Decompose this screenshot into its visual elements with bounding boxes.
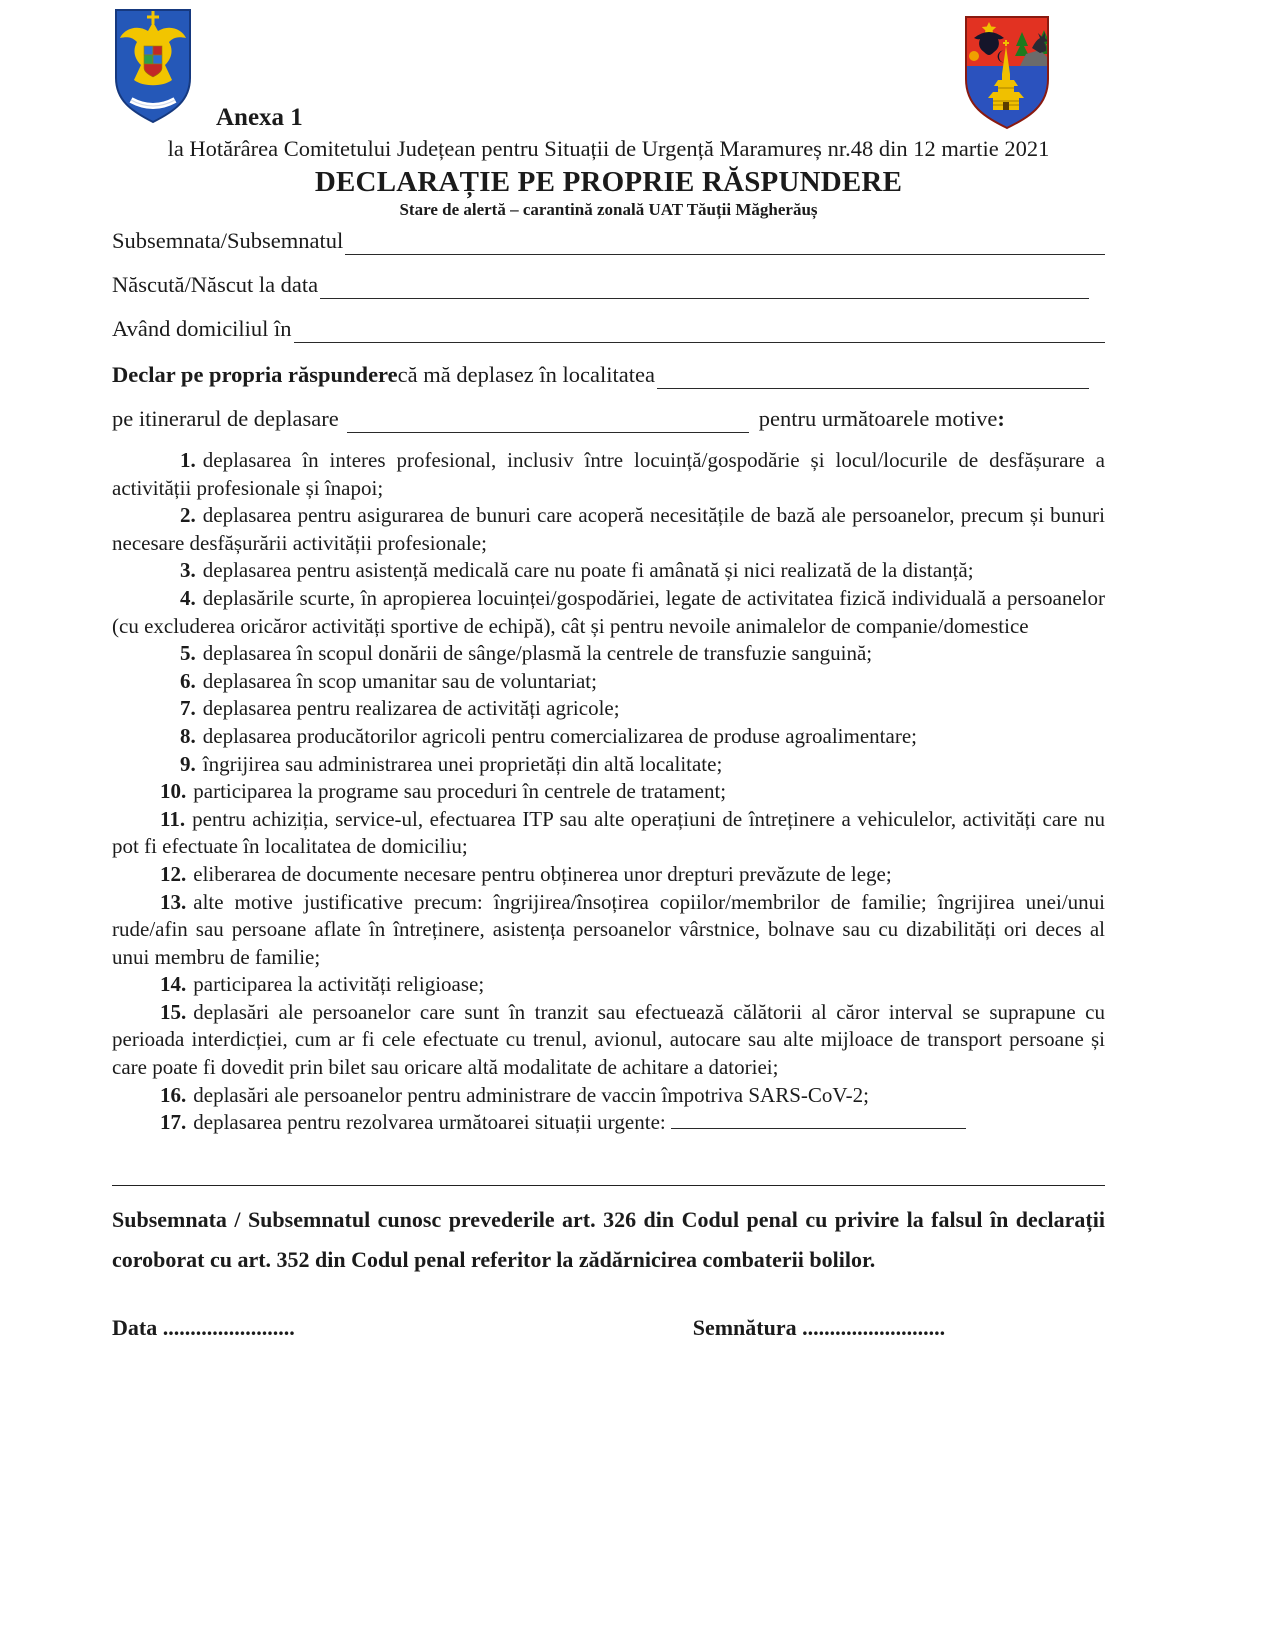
motive-text: deplasarea în scop umanitar sau de voluntariat; <box>202 668 597 693</box>
separator-line <box>112 1184 1105 1186</box>
motive-text: deplasarea în interes profesional, inclusiv între locuință/gospodărie și locul/locurile de desfășurare a activității profesionale și înapoi; <box>112 448 1105 500</box>
itinerary-blank-line <box>347 405 749 433</box>
motive-number: 5. <box>180 641 196 666</box>
document-title: DECLARAȚIE PE PROPRIE RĂSPUNDERE <box>314 166 903 198</box>
motive-number: 6. <box>180 668 196 693</box>
motive-text: deplasarea pentru asigurarea de bunuri care acoperă necesitățile de bază ale persoanelor, precum și bunuri necesare desfășurării activității profesionale; <box>112 503 1105 555</box>
romania-coat-of-arms-icon <box>113 8 193 126</box>
address-label: Având domiciliul în <box>112 316 292 341</box>
motive-number: 8. <box>180 723 196 748</box>
signature-label: Semnătura .......................... <box>692 1314 946 1340</box>
motive-number: 3. <box>180 558 196 583</box>
motive-number: 10. <box>160 779 187 804</box>
motive-text: deplasarea pentru rezolvarea următoarei situații urgente: <box>193 1110 671 1135</box>
motive-number: 14. <box>160 972 187 997</box>
motive-item-7 <box>112 695 1105 723</box>
annex-label: Anexa 1 <box>216 104 303 131</box>
legal-notice: Subsemnata / Subsemnatul cunosc prevederile art. 326 din Codul penal cu privire la falsul în declarații coroborat cu art. 352 din Codul penal referitor la zădărnicirea combaterii bolilor. <box>112 1206 1105 1272</box>
motive-text: deplasarea pentru realizarea de activități agricole; <box>202 696 620 721</box>
motive-item-14 <box>112 971 1105 999</box>
name-blank-line <box>345 227 1105 255</box>
motive-number: 11. <box>160 806 186 831</box>
motive-text: deplasări ale persoanelor care sunt în tranzit sau efectuează călătorii al căror interval se suprapune cu perioada interdicției, cum ar fi cele efectuate cu trenul, avionul, autocare sau alte mijloace de transport persoane și care poate fi dovedit prin bilet sau oricare altă modalitate de achitare a datoriei; <box>112 999 1105 1080</box>
motive-text: deplasarea producătorilor agricoli pentru comercializarea de produse agroalimentare; <box>202 723 917 748</box>
field-row-address <box>112 315 1105 343</box>
urgent-situation-blank-line <box>671 1114 966 1129</box>
address-blank-line <box>294 315 1105 343</box>
motive-text: deplasările scurte, în apropierea locuinței/gospodăriei, legate de activitatea fizică individuală a persoanelor (cu excluderea oricăror activități sportive de echipă), cât și pentru nevoile animalelor de companie/domestice <box>112 585 1105 638</box>
motive-item-16 <box>112 1082 1105 1110</box>
motive-text: alte motive justificative precum: îngrijirea/însoțirea copiilor/membrilor de familie; îngrijirea unei/unui rude/afin sau persoane aflate în întreținere, asistența persoanelor vârstnice, bolnave sau cu dizabilități ori deces al unui membru de familie; <box>112 889 1105 969</box>
motive-number: 7. <box>180 696 196 721</box>
motive-item-6 <box>112 668 1105 696</box>
birthdate-blank-line <box>320 271 1089 299</box>
maramures-coat-of-arms-icon <box>962 14 1052 132</box>
motive-item-17 <box>112 1109 1105 1137</box>
motive-text: deplasarea în scopul donării de sânge/plasmă la centrele de transfuzie sanguină; <box>202 641 873 666</box>
declaration-bold-label: Declar pe propria răspundere <box>112 362 398 387</box>
motive-text: pentru achiziția, service-ul, efectuarea ITP sau alte operațiuni de întreținere a vehiculelor, activități care nu pot fi efectuate în localitatea de domiciliu; <box>112 806 1105 859</box>
motives-list <box>112 447 1105 1137</box>
motive-number: 4. <box>180 585 196 610</box>
motive-item-5 <box>112 640 1105 668</box>
locality-blank-line <box>657 361 1089 389</box>
motive-item-9 <box>112 751 1105 779</box>
motive-item-3 <box>112 557 1105 585</box>
motive-item-4 <box>112 585 1105 640</box>
motives-label: pentru următoarele motive <box>758 406 998 431</box>
motive-text: participarea la programe sau proceduri în centrele de tratament; <box>193 779 727 804</box>
motive-number: 17. <box>160 1110 187 1135</box>
motive-number: 16. <box>160 1082 187 1107</box>
field-row-declaration <box>112 361 1105 389</box>
date-label: Data ........................ <box>112 1314 295 1340</box>
motive-text: participarea la activități religioase; <box>193 972 485 997</box>
motive-text: eliberarea de documente necesare pentru obținerea unor drepturi prevăzute de lege; <box>193 861 892 886</box>
motive-number: 15. <box>160 999 187 1024</box>
itinerary-label: pe itinerarul de deplasare <box>112 406 339 431</box>
declaration-rest-label: că mă deplasez în localitatea <box>397 362 655 387</box>
decision-reference: la Hotărârea Comitetului Județean pentru Situații de Urgență Maramureș nr.48 din 12 martie 2021 <box>167 136 1050 161</box>
motive-text: deplasarea pentru asistență medicală care nu poate fi amânată și nici realizată de la distanță; <box>202 558 974 583</box>
name-label: Subsemnata/Subsemnatul <box>112 228 344 253</box>
motive-text: deplasări ale persoanelor pentru administrare de vaccin împotriva SARS-CoV-2; <box>193 1082 869 1107</box>
motive-number: 2. <box>180 503 196 528</box>
motive-item-15 <box>112 999 1105 1082</box>
motive-item-11 <box>112 806 1105 861</box>
motives-colon: : <box>997 406 1005 431</box>
motive-item-2 <box>112 502 1105 557</box>
motive-number: 12. <box>160 861 187 886</box>
birthdate-label: Născută/Născut la data <box>112 272 319 297</box>
signature-row <box>112 1314 1105 1342</box>
document-subtitle: Stare de alertă – carantină zonală UAT Tăuții Măgherăuș <box>399 200 818 219</box>
field-row-name <box>112 227 1105 255</box>
motive-item-10 <box>112 778 1105 806</box>
field-row-birthdate <box>112 271 1105 299</box>
motive-number: 1. <box>180 448 196 472</box>
motive-item-12 <box>112 861 1105 889</box>
motive-item-8 <box>112 723 1105 751</box>
motive-text: îngrijirea sau administrarea unei proprietăți din altă localitate; <box>202 751 723 776</box>
motive-item-13 <box>112 889 1105 972</box>
motive-number: 9. <box>180 751 196 776</box>
motive-number: 13. <box>160 889 187 914</box>
motive-item-1 <box>112 447 1105 502</box>
field-row-itinerary <box>112 405 1105 433</box>
